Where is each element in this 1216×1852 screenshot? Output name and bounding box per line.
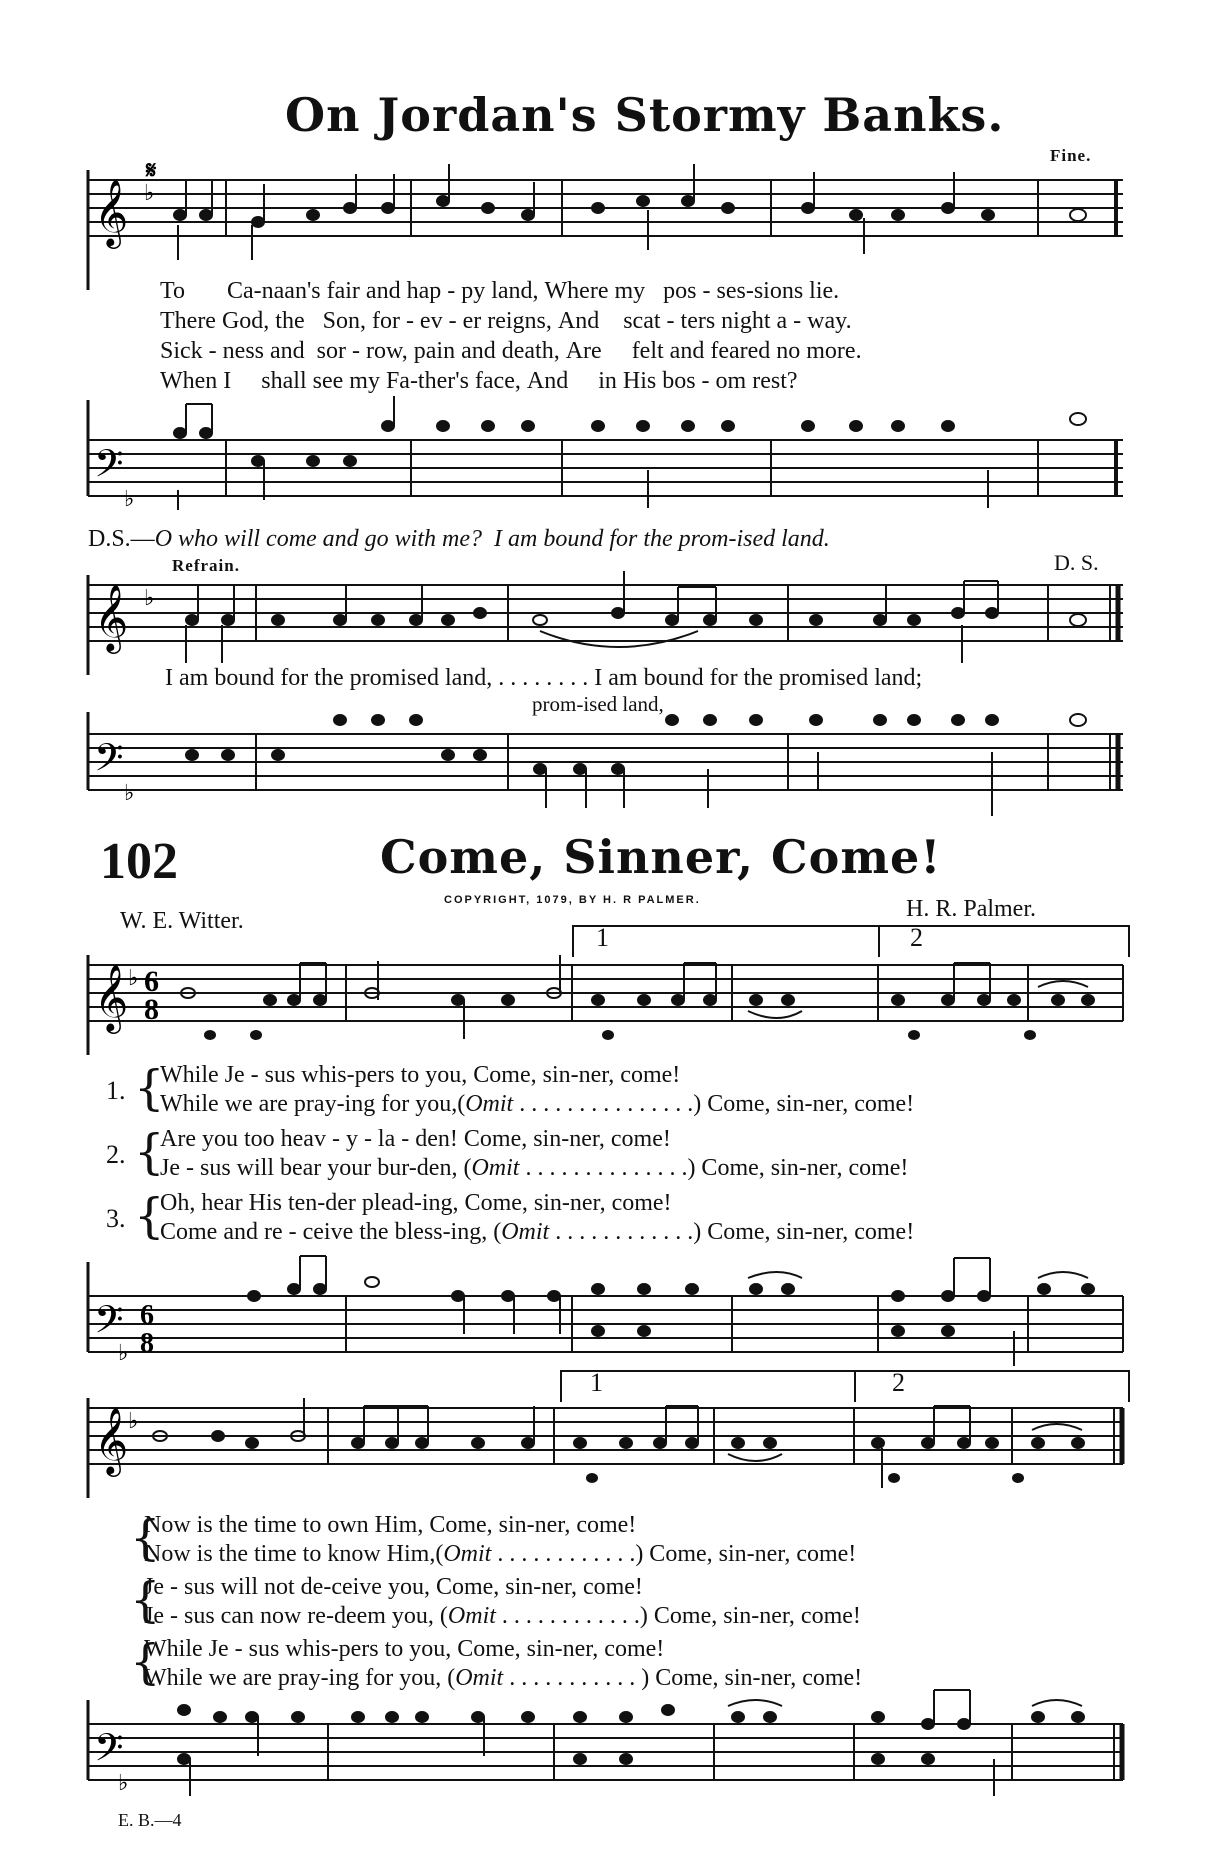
ending-2-label: 2 [892, 1368, 905, 1397]
svg-text:8: 8 [144, 993, 159, 1026]
ending-1-label: 1 [596, 923, 609, 952]
refrain-lyrics: I am bound for the promised land, . . . . . . . . I am bound for the promised land; [165, 665, 923, 691]
treble-staff-refrain [88, 575, 1128, 675]
svg-text:𝄋: 𝄋 [146, 155, 157, 184]
composer: H. R. Palmer. [906, 896, 1036, 922]
ds-text-a: O who will come and go with me? [154, 526, 483, 552]
verse-line-2: There God, the Son, for - ev - er reigns, And scat - ters night a - way. [160, 308, 852, 334]
brace: { [130, 1510, 161, 1566]
ds-text-b: I am bound for the prom-ised land. [494, 526, 830, 552]
ds-mark: D. S. [1054, 550, 1099, 575]
verse-line-4: When I shall see my Fa-ther's face, And in His bos - om rest? [160, 368, 798, 394]
ds-label: D.S.— [88, 526, 155, 552]
svg-text:𝄢: 𝄢 [94, 441, 124, 495]
svg-text:♭: ♭ [118, 1771, 129, 1796]
bass-staff-1 [88, 400, 1128, 510]
second-ending-bracket-1 [878, 925, 1130, 957]
bass-staff-hymn2-row2 [88, 1700, 1128, 1810]
svg-text:𝄞: 𝄞 [94, 1406, 129, 1474]
svg-text:♭: ♭ [124, 781, 135, 806]
brace: { [134, 1060, 165, 1116]
first-ending-bracket-1 [572, 925, 878, 957]
bass-staff-refrain [88, 712, 1128, 822]
ds-line [88, 526, 830, 553]
refrain-alto-lyric: prom-ised land, [532, 692, 664, 716]
svg-text:𝄢: 𝄢 [94, 1725, 124, 1779]
fine-mark: Fine. [1050, 146, 1092, 165]
page-footer: E. B.—4 [118, 1810, 182, 1830]
brace: { [134, 1188, 165, 1244]
hymn2-title: Come, Sinner, Come! [380, 830, 942, 884]
svg-text:♭: ♭ [118, 1341, 129, 1366]
svg-text:𝄞: 𝄞 [94, 178, 129, 246]
svg-text:6: 6 [140, 1300, 154, 1331]
brace: { [130, 1572, 161, 1628]
lyricist: W. E. Witter. [120, 908, 244, 934]
brace: { [130, 1634, 161, 1690]
svg-text:𝄢: 𝄢 [94, 735, 124, 789]
svg-text:♭: ♭ [144, 181, 155, 206]
svg-text:6: 6 [144, 965, 159, 998]
svg-text:♭: ♭ [144, 586, 155, 611]
treble-staff-hymn2-row2 [88, 1398, 1128, 1498]
ending-2-label: 2 [910, 923, 923, 952]
svg-text:♭: ♭ [124, 487, 135, 512]
copyright-notice: COPYRIGHT, 1079, BY H. R PALMER. [444, 894, 701, 906]
svg-text:𝄞: 𝄞 [94, 583, 129, 651]
treble-staff-hymn2-row1 [88, 955, 1128, 1055]
verse-line-1: To Ca-naan's fair and hap - py land, Where my pos - ses-sions lie. [160, 278, 840, 304]
svg-text:8: 8 [140, 1328, 154, 1359]
brace: { [134, 1124, 165, 1180]
svg-text:♭: ♭ [128, 966, 139, 991]
hymn-title: On Jordan's Stormy Banks. [285, 88, 1005, 142]
svg-text:♭: ♭ [128, 1409, 139, 1434]
hymn1-verses [160, 276, 862, 396]
svg-text:𝄞: 𝄞 [94, 963, 129, 1031]
ending-1-label: 1 [590, 1368, 603, 1397]
svg-text:𝄢: 𝄢 [94, 1297, 124, 1351]
verse-line-3: Sick - ness and sor - row, pain and death, Are felt and feared no more. [160, 338, 862, 364]
hymn-number: 102 [100, 833, 178, 890]
bass-staff-hymn2-row1 [88, 1262, 1128, 1372]
refrain-label: Refrain. [172, 556, 240, 575]
